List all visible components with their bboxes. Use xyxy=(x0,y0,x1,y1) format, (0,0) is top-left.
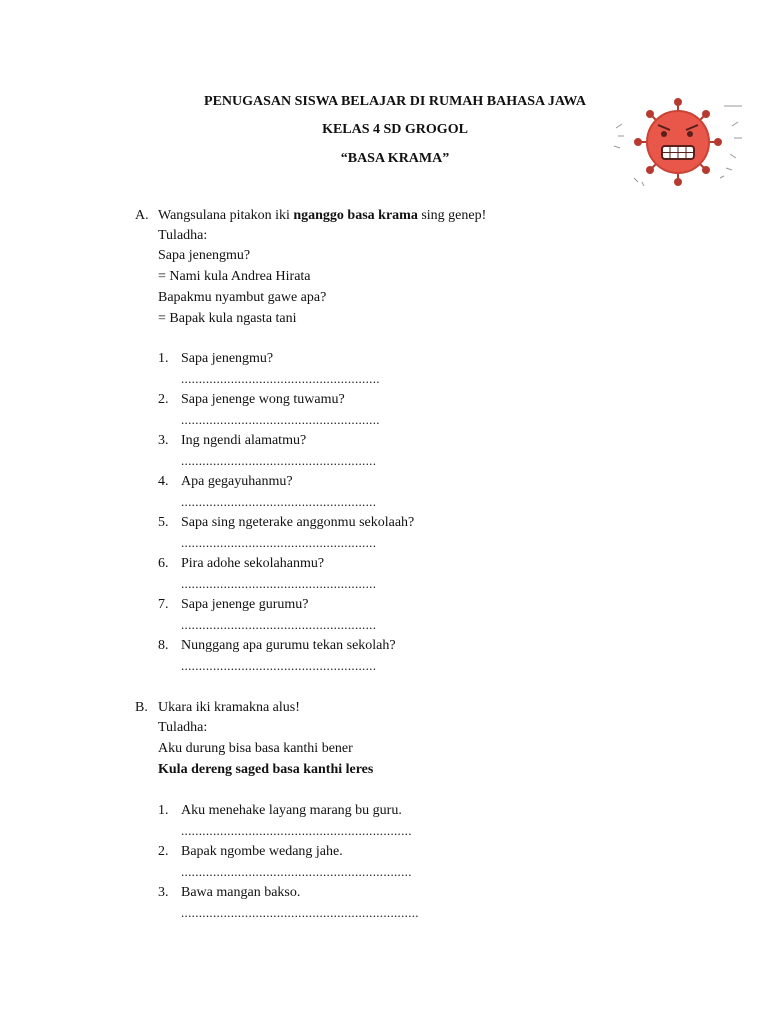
virus-icon xyxy=(612,98,748,186)
section-a-example-question: Bapakmu nyambut gawe apa? xyxy=(158,290,327,305)
question-text: Aku menehake layang marang bu guru. xyxy=(181,803,402,818)
question-text: Pira adohe sekolahanmu? xyxy=(181,556,325,571)
question-text: Bawa mangan bakso. xyxy=(181,885,301,900)
answer-line: ....................................................... xyxy=(181,617,377,632)
answer-line: ....................................................... xyxy=(181,535,377,550)
section-a-example-answer: = Bapak kula ngasta tani xyxy=(158,311,297,326)
question-text: Sapa jenenge wong tuwamu? xyxy=(181,392,345,407)
answer-line: ................................................................. xyxy=(181,823,412,838)
question-text: Nunggang apa gurumu tekan sekolah? xyxy=(181,638,396,653)
answer-line: ........................................................ xyxy=(181,371,380,386)
question-number: 1. xyxy=(158,351,169,366)
section-a-example-label: Tuladha: xyxy=(158,228,208,243)
question-text: Sapa jenenge gurumu? xyxy=(181,597,309,612)
question-number: 2. xyxy=(158,844,169,859)
section-a-example-answer: = Nami kula Andrea Hirata xyxy=(158,269,311,284)
answer-line: ................................................................... xyxy=(181,905,419,920)
question-number: 2. xyxy=(158,392,169,407)
section-b-marker: B. xyxy=(135,700,148,715)
question-number: 6. xyxy=(158,556,169,571)
class-label: KELAS 4 SD GROGOL xyxy=(322,122,468,137)
worksheet-title: PENUGASAN SISWA BELAJAR DI RUMAH BAHASA JAWA xyxy=(204,94,586,109)
section-b-example-source: Aku durung bisa basa kanthi bener xyxy=(158,741,353,756)
section-b-example-label: Tuladha: xyxy=(158,720,208,735)
topic-title: “BASA KRAMA” xyxy=(340,151,450,166)
question-text: Bapak ngombe wedang jahe. xyxy=(181,844,343,859)
question-number: 8. xyxy=(158,638,169,653)
answer-line: ................................................................. xyxy=(181,864,412,879)
question-text: Sapa sing ngeterake anggonmu sekolaah? xyxy=(181,515,415,530)
answer-line: ....................................................... xyxy=(181,576,377,591)
section-b-example-answer: Kula dereng saged basa kanthi leres xyxy=(158,762,374,777)
question-text: Apa gegayuhanmu? xyxy=(181,474,293,489)
section-a-marker: A. xyxy=(135,208,149,223)
question-number: 5. xyxy=(158,515,169,530)
question-number: 3. xyxy=(158,885,169,900)
question-text: Sapa jenengmu? xyxy=(181,351,274,366)
question-number: 4. xyxy=(158,474,169,489)
question-number: 1. xyxy=(158,803,169,818)
question-text: Ing ngendi alamatmu? xyxy=(181,433,307,448)
section-a-example-question: Sapa jenengmu? xyxy=(158,248,251,263)
answer-line: ....................................................... xyxy=(181,494,377,509)
question-number: 3. xyxy=(158,433,169,448)
question-number: 7. xyxy=(158,597,169,612)
answer-line: ....................................................... xyxy=(181,453,377,468)
answer-line: ....................................................... xyxy=(181,658,377,673)
answer-line: ........................................................ xyxy=(181,412,380,427)
section-a-instruction: Wangsulana pitakon iki nganggo basa krama sing genep! xyxy=(158,208,487,223)
section-b-instruction: Ukara iki kramakna alus! xyxy=(158,700,300,715)
